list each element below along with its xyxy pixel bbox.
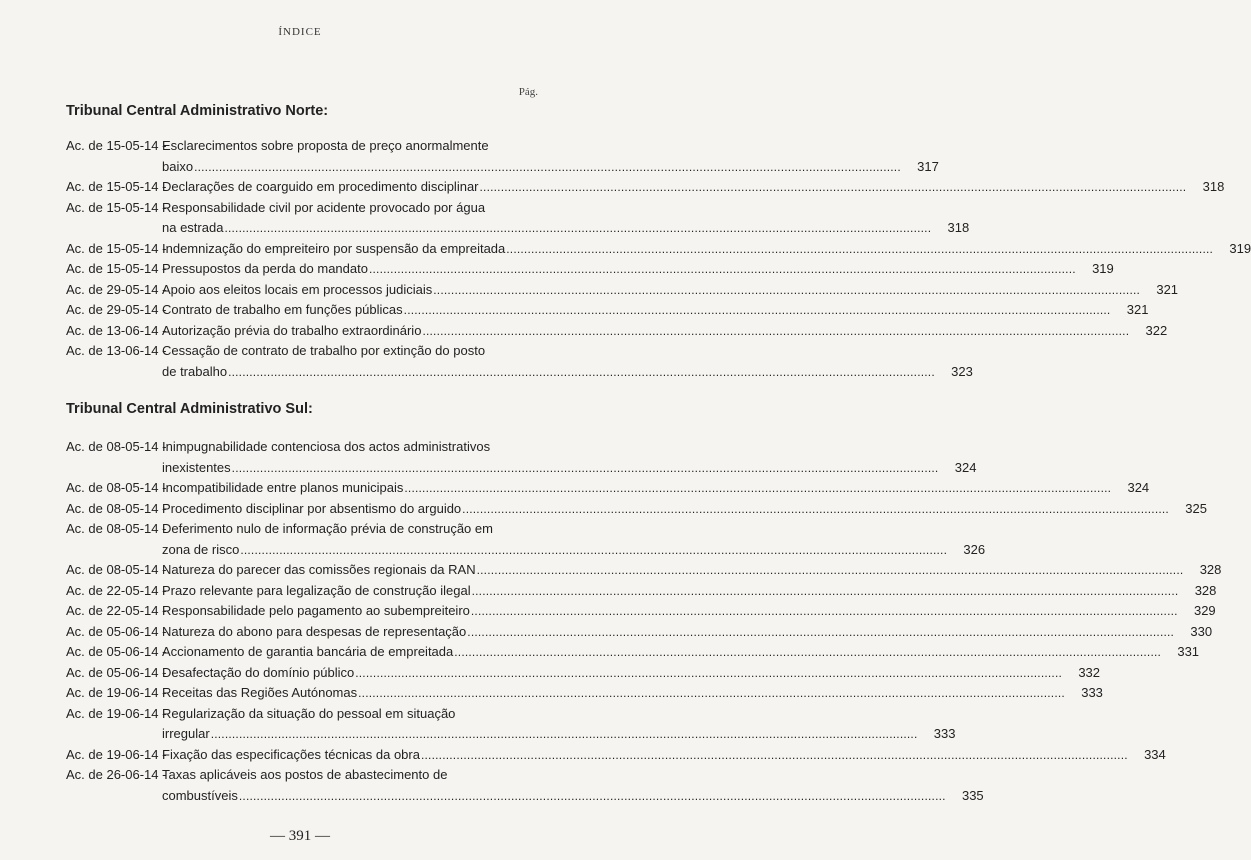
- entry-date: Ac. de 19-06-14 -: [66, 685, 167, 700]
- entry-title: baixo: [162, 158, 194, 174]
- entry-title: na estrada: [162, 220, 224, 235]
- entry-title: de trabalho: [162, 363, 228, 379]
- dot-leader: [506, 239, 1213, 260]
- entry-page-number: 333: [933, 726, 956, 741]
- entry-title: Taxas aplicáveis aos postos de abastecimento de: [162, 767, 448, 782]
- entry-date: Ac. de 15-05-14 -: [66, 138, 167, 153]
- entry-page-number: 326: [963, 541, 986, 557]
- entry-page-number: 332: [1078, 664, 1101, 680]
- entry-page-number: 322: [1145, 322, 1168, 338]
- dot-leader: [462, 499, 1169, 520]
- entry-page-number: 324: [1127, 480, 1150, 495]
- entry-list-norte: [66, 136, 1251, 382]
- toc-entry: [66, 683, 1103, 704]
- dot-leader: [422, 321, 1129, 342]
- entry-page-number: 333: [1081, 685, 1103, 700]
- entry-title: Esclarecimentos sobre proposta de preço anormalmente: [162, 138, 489, 153]
- toc-entry: [66, 198, 970, 239]
- section-title-sul: Tribunal Central Administrativo Sul:: [66, 401, 313, 417]
- entry-page-number: 329: [1193, 603, 1216, 618]
- entry-title: Natureza do parecer das comissões regionais da RAN: [162, 562, 476, 577]
- entry-title: zona de risco: [162, 541, 240, 557]
- toc-entry: [66, 519, 986, 560]
- entry-page-number: 323: [951, 363, 973, 379]
- entry-title: Regularização da situação do pessoal em situação: [162, 705, 456, 721]
- entry-title: combustíveis: [162, 787, 238, 803]
- dot-leader: [404, 300, 1111, 321]
- entry-date: Ac. de 15-05-14 -: [66, 261, 167, 276]
- entry-date: Ac. de 05-06-14 -: [66, 623, 167, 639]
- entry-title: Fixação das especificações técnicas da obra: [162, 746, 420, 762]
- toc-entry: [66, 341, 973, 382]
- entry-page-number: 324: [954, 459, 977, 475]
- entry-page-number: 317: [917, 158, 939, 174]
- entry-title: Procedimento disciplinar por absentismo do arguido: [162, 500, 462, 516]
- toc-entry: [66, 321, 1168, 342]
- dot-leader: [211, 724, 918, 745]
- entry-page-number: 319: [1229, 240, 1251, 256]
- entry-page-number: 328: [1194, 582, 1217, 598]
- toc-entry: [66, 560, 1222, 581]
- toc-entry: [66, 765, 984, 806]
- entry-page-number: 335: [961, 787, 984, 803]
- entry-title: Natureza do abono para despesas de representação: [162, 623, 467, 639]
- toc-entry: [66, 437, 977, 478]
- toc-entry: [66, 300, 1149, 321]
- entry-date: Ac. de 15-05-14 -: [66, 179, 167, 194]
- entry-page-number: 334: [1144, 746, 1166, 762]
- entry-date: Ac. de 29-05-14 -: [66, 281, 167, 297]
- entry-title: Accionamento de garantia bancária de empreitada: [162, 644, 454, 659]
- entry-date: Ac. de 19-06-14 -: [66, 746, 167, 762]
- section-title-norte: Tribunal Central Administrativo Norte:: [66, 103, 329, 119]
- entry-page-number: 321: [1156, 281, 1179, 297]
- entry-title: Responsabilidade civil por acidente provocado por água: [162, 199, 486, 215]
- toc-entry: [66, 601, 1216, 622]
- entry-date: Ac. de 15-05-14 -: [66, 199, 167, 215]
- entry-page-number: 321: [1126, 302, 1149, 317]
- entry-date: Ac. de 13-06-14 -: [66, 343, 167, 358]
- entry-title: Responsabilidade pelo pagamento ao subempreiteiro: [162, 603, 470, 618]
- entry-title: Inimpugnabilidade contenciosa dos actos administrativos: [162, 439, 491, 454]
- dot-leader: [404, 478, 1111, 499]
- toc-entry: [66, 704, 956, 745]
- dot-leader: [232, 458, 939, 479]
- dot-leader: [477, 560, 1184, 581]
- toc-entry: [66, 581, 1217, 602]
- entry-date: Ac. de 29-05-14 -: [66, 302, 167, 317]
- dot-leader: [224, 218, 931, 239]
- entry-date: Ac. de 15-05-14 -: [66, 240, 167, 256]
- entry-title: Contrato de trabalho em funções públicas: [162, 302, 403, 317]
- toc-entry: [66, 177, 1225, 198]
- entry-date: Ac. de 05-06-14 -: [66, 664, 167, 680]
- entry-title: Incompatibilidade entre planos municipais: [162, 480, 404, 495]
- entry-date: Ac. de 13-06-14 -: [66, 322, 167, 338]
- dot-leader: [355, 663, 1062, 684]
- entry-title: Autorização prévia do trabalho extraordinário: [162, 322, 422, 338]
- entry-date: Ac. de 08-05-14 -: [66, 439, 167, 454]
- entry-date: Ac. de 08-05-14 -: [66, 521, 167, 536]
- entry-date: Ac. de 08-05-14 -: [66, 562, 167, 577]
- toc-entry: [66, 259, 1114, 280]
- entry-title: Cessação de contrato de trabalho por extinção do posto: [162, 343, 486, 358]
- dot-leader: [194, 157, 901, 178]
- page-column-label: Pág.: [518, 86, 538, 98]
- dot-leader: [480, 177, 1187, 198]
- toc-entry: [66, 499, 1207, 520]
- toc-entry: [66, 622, 1213, 643]
- entry-date: Ac. de 22-05-14 -: [66, 582, 167, 598]
- toc-entry: [66, 745, 1166, 766]
- dot-leader: [472, 581, 1179, 602]
- dot-leader: [240, 540, 947, 561]
- entry-title: Desafectação do domínio público: [162, 664, 355, 680]
- running-header: ÍNDICE: [278, 26, 322, 38]
- dot-leader: [228, 362, 935, 383]
- entry-title: Indemnização do empreiteiro por suspensão da empreitada: [162, 240, 506, 256]
- entry-page-number: 325: [1185, 500, 1207, 516]
- entry-title: irregular: [162, 726, 210, 741]
- entry-title: Apoio aos eleitos locais em processos judiciais: [162, 281, 433, 297]
- entry-title: Prazo relevante para legalização de construção ilegal: [162, 582, 471, 598]
- toc-entry: [66, 280, 1179, 301]
- dot-leader: [433, 280, 1140, 301]
- entry-date: Ac. de 08-05-14 -: [66, 500, 167, 516]
- toc-entry: [66, 478, 1150, 499]
- entry-list-sul: [66, 437, 1222, 806]
- entry-page-number: 331: [1177, 644, 1200, 659]
- entry-date: Ac. de 22-05-14 -: [66, 603, 167, 618]
- dot-leader: [239, 786, 946, 807]
- entry-date: Ac. de 05-06-14 -: [66, 644, 167, 659]
- toc-entry: [66, 239, 1251, 260]
- entry-date: Ac. de 08-05-14 -: [66, 480, 167, 495]
- entry-page-number: 319: [1092, 261, 1114, 276]
- dot-leader: [358, 683, 1065, 704]
- dot-leader: [454, 642, 1161, 663]
- entry-page-number: 318: [947, 220, 970, 235]
- toc-entry: [66, 663, 1101, 684]
- toc-entry: [66, 136, 939, 177]
- entry-title: Deferimento nulo de informação prévia de construção em: [162, 521, 493, 536]
- dot-leader: [421, 745, 1128, 766]
- dot-leader: [369, 259, 1076, 280]
- dot-leader: [471, 601, 1178, 622]
- entry-title: Receitas das Regiões Autónomas: [162, 685, 358, 700]
- toc-entry: [66, 642, 1200, 663]
- page-number: — 391 —: [270, 828, 330, 844]
- entry-title: Pressupostos da perda do mandato: [162, 261, 368, 276]
- dot-leader: [467, 622, 1174, 643]
- entry-page-number: 330: [1190, 623, 1213, 639]
- entry-date: Ac. de 19-06-14 -: [66, 705, 167, 721]
- entry-date: Ac. de 26-06-14 -: [66, 767, 167, 782]
- entry-page-number: 328: [1199, 562, 1222, 577]
- entry-title: Declarações de coarguido em procedimento disciplinar: [162, 179, 479, 194]
- entry-title: inexistentes: [162, 459, 231, 475]
- entry-page-number: 318: [1202, 179, 1225, 194]
